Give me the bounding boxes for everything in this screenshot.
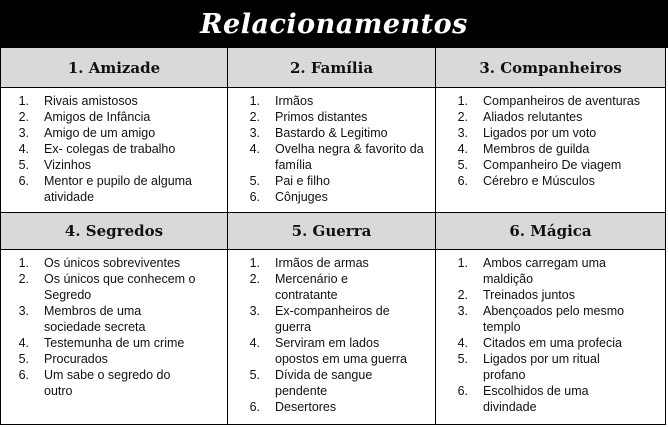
header-familia: 2. Família [228,48,435,88]
list-item: 1. Ambos carregam uma maldição [457,256,606,286]
relationship-table [0,48,666,425]
header-companheiros: 3. Companheiros [436,48,665,88]
cell-companheiros [436,88,665,212]
header-amizade: 1. Amizade [1,48,227,88]
list-item: 5. Dívida de sangue pendente [249,368,373,398]
list-item: 6. Cônjuges [249,190,328,204]
cell-segredos [1,250,227,424]
list-item: 3. Bastardo & Legitimo [249,126,388,140]
list-item: 4. Membros de guilda [457,142,590,156]
list-item: 3. Ligados por um voto [457,126,597,140]
list-item: 1. Rivais amistosos [18,94,138,108]
column-divider [435,48,436,424]
list-companheiros [444,93,663,189]
list-item: 3. Membros de uma sociedade secreta [18,304,146,334]
list-item: 6. Um sabe o segredo do outro [18,368,171,398]
list-item: 6. Desertores [249,400,337,414]
list-item: 2. Mercenário e contratante [249,272,348,302]
list-item: 2. Os únicos que conhecem o Segredo [18,272,196,302]
list-amizade [5,93,223,205]
list-item: 3. Ex-companheiros de guerra [249,304,390,334]
page-title: Relacionamentos [0,0,668,48]
list-segredos [5,255,223,399]
list-item: 6. Cérebro e Músculos [457,174,595,188]
list-item: 2. Amigos de Infância [18,110,151,124]
cell-familia [228,88,435,212]
list-item: 6. Escolhidos de uma divindade [457,384,589,414]
list-item: 4. Ovelha negra & favorito da família [249,142,424,172]
list-item: 4. Testemunha de um crime [18,336,185,350]
list-item: 4. Citados em uma profecia [457,336,622,350]
list-item: 1. Irmãos [249,94,314,108]
list-item: 5. Vizinhos [18,158,92,172]
cell-magica [436,250,665,424]
list-item: 5. Procurados [18,352,108,366]
list-item: 3. Amigo de um amigo [18,126,156,140]
list-magica [444,255,663,415]
header-guerra: 5. Guerra [228,212,435,250]
list-item: 1. Companheiros de aventuras [457,94,641,108]
list-item: 6. Mentor e pupilo de alguma atividade [18,174,193,204]
list-guerra [236,255,433,415]
list-item: 2. Treinados juntos [457,288,575,302]
list-item: 3. Abençoados pelo mesmo templo [457,304,625,334]
header-segredos: 4. Segredos [1,212,227,250]
list-item: 2. Aliados relutantes [457,110,583,124]
list-familia [236,93,431,205]
list-item: 1. Irmãos de armas [249,256,369,270]
list-item: 5. Pai e filho [249,174,330,188]
list-item: 4. Serviram em lados opostos em uma guerra [249,336,408,366]
list-item: 2. Primos distantes [249,110,368,124]
list-item: 1. Os únicos sobreviventes [18,256,181,270]
list-item: 4. Ex- colegas de trabalho [18,142,176,156]
cell-amizade [1,88,227,212]
cell-guerra [228,250,435,424]
list-item: 5. Companheiro De viagem [457,158,622,172]
header-magica: 6. Mágica [436,212,665,250]
column-divider [227,48,228,424]
list-item: 5. Ligados por um ritual profano [457,352,600,382]
